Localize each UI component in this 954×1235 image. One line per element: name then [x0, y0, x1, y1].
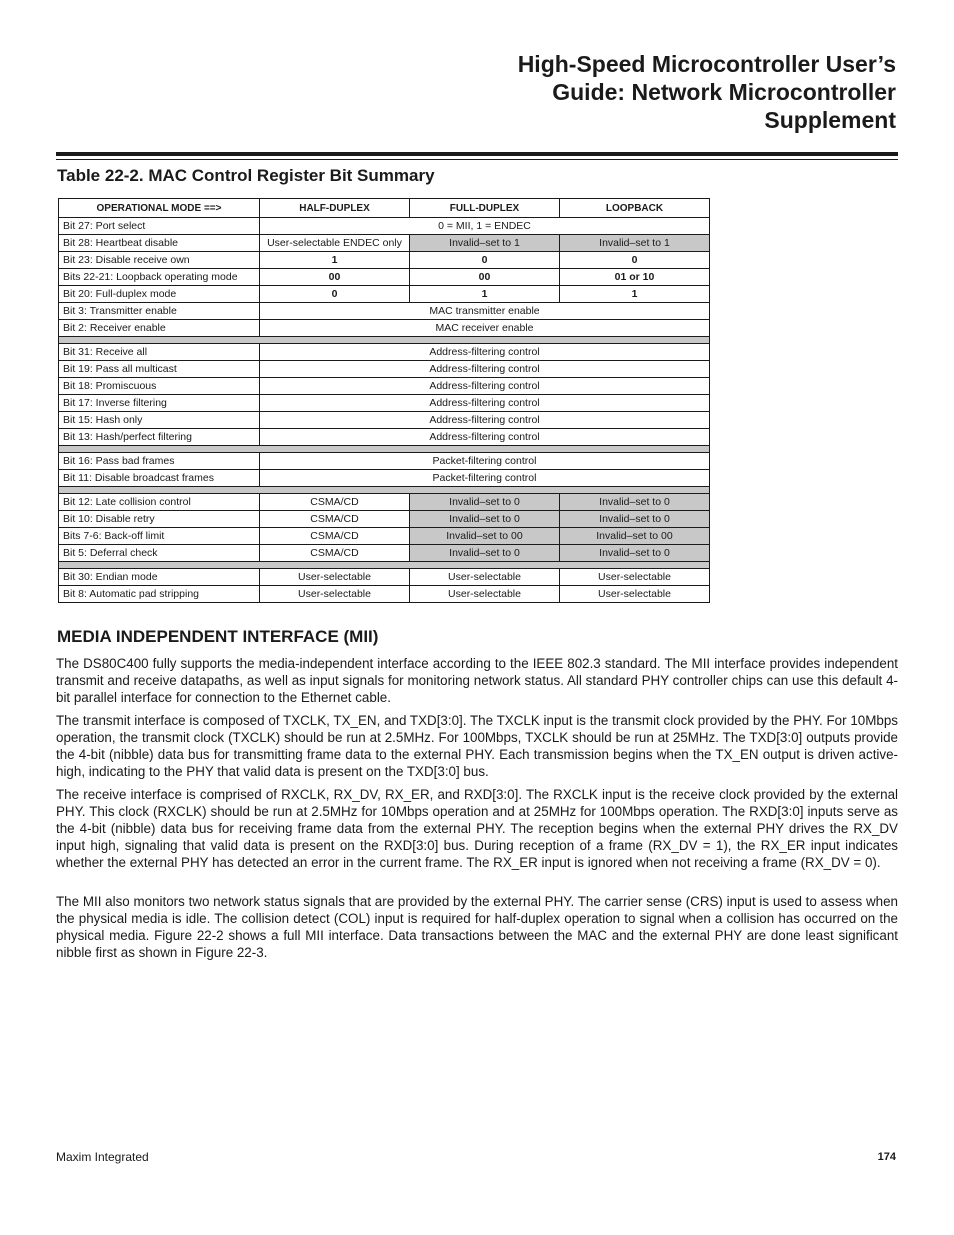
table-row	[59, 470, 710, 487]
half-duplex-cell: 1	[260, 252, 410, 269]
bit-label-cell: Bit 28: Heartbeat disable	[59, 235, 260, 252]
bit-label-cell: Bit 12: Late collision control	[59, 494, 260, 511]
spanning-value-cell: MAC receiver enable	[260, 320, 710, 337]
table-row	[59, 453, 710, 470]
spanning-value-cell: Address-filtering control	[260, 412, 710, 429]
bit-label-cell: Bit 16: Pass bad frames	[59, 453, 260, 470]
document-title-line: High-Speed Microcontroller User’s	[517, 51, 896, 77]
spanning-value-cell: Address-filtering control	[260, 361, 710, 378]
half-duplex-cell: User-selectable	[260, 586, 410, 603]
document-title-line: Supplement	[764, 107, 896, 133]
group-separator	[59, 337, 710, 344]
section-heading: MEDIA INDEPENDENT INTERFACE (MII)	[57, 627, 379, 646]
spanning-value-cell: Address-filtering control	[260, 378, 710, 395]
half-duplex-cell: CSMA/CD	[260, 528, 410, 545]
table-row	[59, 395, 710, 412]
loopback-cell: Invalid–set to 00	[560, 528, 710, 545]
loopback-cell: Invalid–set to 0	[560, 511, 710, 528]
table-row	[59, 344, 710, 361]
column-header-operational-mode: OPERATIONAL MODE ==>	[59, 199, 260, 218]
table-row	[59, 269, 710, 286]
table-row	[59, 252, 710, 269]
spanning-value-cell: MAC transmitter enable	[260, 303, 710, 320]
full-duplex-cell: Invalid–set to 0	[410, 494, 560, 511]
table-row	[59, 569, 710, 586]
spanning-value-cell: Packet-filtering control	[260, 453, 710, 470]
half-duplex-cell: User-selectable ENDEC only	[260, 235, 410, 252]
document-title-line: Guide: Network Microcontroller	[552, 79, 896, 105]
group-separator	[59, 487, 710, 494]
full-duplex-cell: 0	[410, 252, 560, 269]
bit-label-cell: Bit 10: Disable retry	[59, 511, 260, 528]
group-separator-row	[59, 337, 710, 344]
column-header-half-duplex: HALF-DUPLEX	[260, 199, 410, 218]
table-row	[59, 429, 710, 446]
full-duplex-cell: 00	[410, 269, 560, 286]
footer-page-number: 174	[877, 1151, 896, 1163]
table-row	[59, 235, 710, 252]
table-row	[59, 361, 710, 378]
bit-label-cell: Bit 17: Inverse filtering	[59, 395, 260, 412]
mac-control-bit-table	[58, 198, 710, 603]
table-row	[59, 286, 710, 303]
table-row	[59, 511, 710, 528]
full-duplex-cell: Invalid–set to 1	[410, 235, 560, 252]
spanning-value-cell: Address-filtering control	[260, 395, 710, 412]
loopback-cell: User-selectable	[560, 586, 710, 603]
header-divider-thick	[56, 152, 898, 156]
body-paragraph: The MII also monitors two network status signals that are provided by the external PHY. The carrier sense (CRS) input is used to assess when the physical media is idle. The collision detect (COL) input is required for half-duplex operation to signal when a collision has occurred on the physical media. Figure 22-2 shows a full MII interface. Data transactions between the MAC and the external PHY are done least significant nibble first as shown in Figure 22-3.	[56, 894, 898, 960]
half-duplex-cell: 0	[260, 286, 410, 303]
loopback-cell: Invalid–set to 0	[560, 494, 710, 511]
bit-label-cell: Bit 2: Receiver enable	[59, 320, 260, 337]
bit-label-cell: Bit 15: Hash only	[59, 412, 260, 429]
group-separator-row	[59, 446, 710, 453]
table-title: Table 22-2. MAC Control Register Bit Summary	[57, 166, 435, 185]
bit-label-cell: Bit 5: Deferral check	[59, 545, 260, 562]
table-row	[59, 412, 710, 429]
bit-label-cell: Bit 11: Disable broadcast frames	[59, 470, 260, 487]
group-separator	[59, 446, 710, 453]
loopback-cell: User-selectable	[560, 569, 710, 586]
bit-label-cell: Bit 23: Disable receive own	[59, 252, 260, 269]
header-divider-thin	[56, 159, 898, 160]
group-separator-row	[59, 487, 710, 494]
body-paragraph: The transmit interface is composed of TXCLK, TX_EN, and TXD[3:0]. The TXCLK input is the transmit clock provided by the PHY. For 10Mbps operation, the transmit clock (TXCLK) should be run at 2.5MHz. For 100Mbps, TXCLK should be run at 25MHz. The TXD[3:0] outputs provide the 4-bit (nibble) data bus for transmitting frame data to the external PHY. Each transmission begins when the TX_EN output is driven active-high, indicating to the PHY that valid data is present on the TXD[3:0] bus.	[56, 713, 898, 779]
document-title	[336, 50, 896, 134]
full-duplex-cell: Invalid–set to 0	[410, 511, 560, 528]
full-duplex-cell: User-selectable	[410, 569, 560, 586]
loopback-cell: 0	[560, 252, 710, 269]
bit-label-cell: Bits 7-6: Back-off limit	[59, 528, 260, 545]
table-row	[59, 320, 710, 337]
loopback-cell: 01 or 10	[560, 269, 710, 286]
bit-label-cell: Bits 22-21: Loopback operating mode	[59, 269, 260, 286]
spanning-value-cell: 0 = MII, 1 = ENDEC	[260, 218, 710, 235]
bit-label-cell: Bit 18: Promiscuous	[59, 378, 260, 395]
table-row	[59, 494, 710, 511]
body-paragraph: The receive interface is comprised of RXCLK, RX_DV, RX_ER, and RXD[3:0]. The RXCLK input is the receive clock provided by the external PHY. This clock (RXCLK) should be run at 2.5MHz for 10Mbps operation and at 25MHz for 100Mbps operation. The RXD[3:0] inputs serve as the 4-bit (nibble) data bus for receiving frame data from the external PHY. The reception begins when the external PHY drives the RX_DV input high, signaling that valid data is present on the RXD[3:0] bus. During reception of a frame (RX_DV = 1), the RX_ER input indicates whether the external PHY has detected an error in the current frame. The RX_ER input is ignored when not receiving a frame (RX_DV = 0).	[56, 787, 898, 870]
table-row	[59, 545, 710, 562]
bit-label-cell: Bit 3: Transmitter enable	[59, 303, 260, 320]
half-duplex-cell: 00	[260, 269, 410, 286]
half-duplex-cell: CSMA/CD	[260, 545, 410, 562]
bit-label-cell: Bit 8: Automatic pad stripping	[59, 586, 260, 603]
spanning-value-cell: Packet-filtering control	[260, 470, 710, 487]
spanning-value-cell: Address-filtering control	[260, 429, 710, 446]
half-duplex-cell: CSMA/CD	[260, 494, 410, 511]
bit-label-cell: Bit 31: Receive all	[59, 344, 260, 361]
table-body	[59, 199, 710, 603]
table-header-row	[59, 199, 710, 218]
half-duplex-cell: CSMA/CD	[260, 511, 410, 528]
full-duplex-cell: User-selectable	[410, 586, 560, 603]
column-header-full-duplex: FULL-DUPLEX	[410, 199, 560, 218]
half-duplex-cell: User-selectable	[260, 569, 410, 586]
bit-label-cell: Bit 20: Full-duplex mode	[59, 286, 260, 303]
loopback-cell: Invalid–set to 1	[560, 235, 710, 252]
column-header-loopback: LOOPBACK	[560, 199, 710, 218]
full-duplex-cell: Invalid–set to 00	[410, 528, 560, 545]
body-paragraph: The DS80C400 fully supports the media-independent interface according to the IEEE 802.3 standard. The MII interface provides independent transmit and receive datapaths, as well as input signals for monitoring network status. All standard PHY controller chips can use this default 4-bit parallel interface for connection to the Ethernet cable.	[56, 656, 898, 705]
table-row	[59, 218, 710, 235]
table-row	[59, 586, 710, 603]
table-row	[59, 528, 710, 545]
bit-label-cell: Bit 13: Hash/perfect filtering	[59, 429, 260, 446]
table-row	[59, 303, 710, 320]
group-separator-row	[59, 562, 710, 569]
full-duplex-cell: Invalid–set to 0	[410, 545, 560, 562]
loopback-cell: 1	[560, 286, 710, 303]
footer-company: Maxim Integrated	[56, 1150, 149, 1164]
group-separator	[59, 562, 710, 569]
table-row	[59, 378, 710, 395]
bit-label-cell: Bit 30: Endian mode	[59, 569, 260, 586]
spanning-value-cell: Address-filtering control	[260, 344, 710, 361]
bit-label-cell: Bit 19: Pass all multicast	[59, 361, 260, 378]
full-duplex-cell: 1	[410, 286, 560, 303]
loopback-cell: Invalid–set to 0	[560, 545, 710, 562]
bit-label-cell: Bit 27: Port select	[59, 218, 260, 235]
